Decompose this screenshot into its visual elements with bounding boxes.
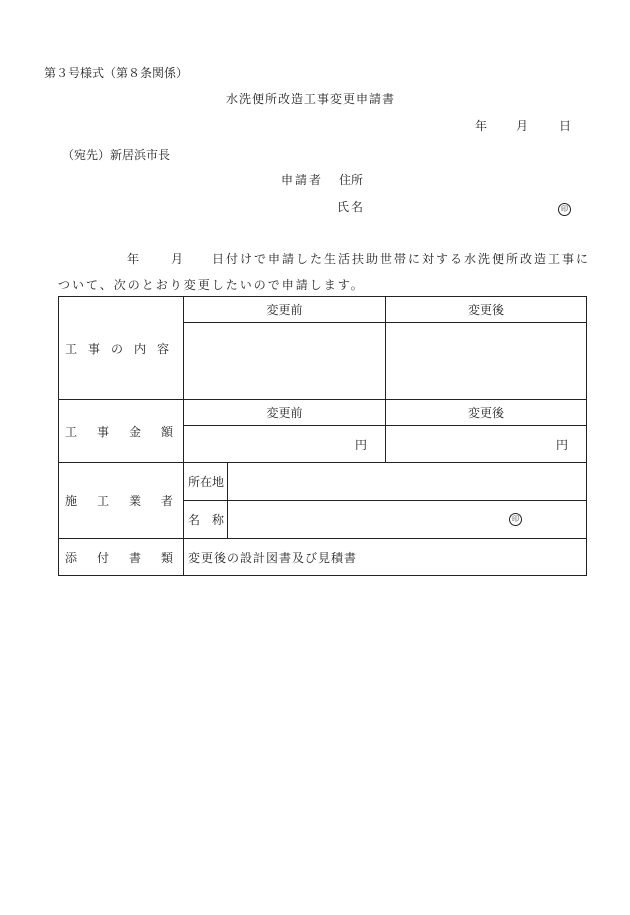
form-number: 第３号様式（第８条関係）	[44, 66, 189, 80]
addressee: （宛先）新居浜市長	[62, 148, 171, 162]
yen-unit: 円	[556, 437, 569, 452]
work-amount-after-field[interactable]	[386, 426, 587, 463]
work-content-after-header: 変更後	[386, 297, 587, 323]
yen-unit: 円	[355, 437, 368, 452]
contractor-name-label: 名 称	[184, 501, 228, 539]
body-text-line2: ついて、次のとおり変更したいので申請します。	[58, 278, 365, 292]
body-year-label: 年	[127, 252, 140, 266]
date-month-label: 月	[516, 119, 529, 133]
change-application-table	[58, 296, 587, 576]
table-row	[59, 539, 587, 576]
applicant-label: 申請者	[281, 173, 324, 187]
work-content-before-header: 変更前	[184, 297, 386, 323]
work-amount-label: 工 事 金 額	[59, 400, 184, 463]
table-row	[59, 400, 587, 426]
applicant-seal	[558, 200, 571, 216]
table-row	[59, 463, 587, 501]
attachments-value: 変更後の設計図書及び見積書	[184, 539, 587, 576]
table-row	[59, 297, 587, 323]
date-year-label: 年	[475, 119, 488, 133]
contractor-name-field[interactable]	[228, 501, 587, 539]
work-amount-before-field[interactable]	[184, 426, 386, 463]
applicant-name-label: 氏名	[337, 200, 366, 214]
applicant-address-label: 住所	[339, 173, 364, 187]
document-title: 水洗便所改造工事変更申請書	[226, 92, 396, 106]
seal-mark: 印	[558, 203, 571, 216]
contractor-label: 施 工 業 者	[59, 463, 184, 539]
contractor-location-label: 所在地	[184, 463, 228, 501]
work-amount-after-header: 変更後	[386, 400, 587, 426]
body-month-label: 月	[171, 252, 184, 266]
contractor-seal: 印	[509, 513, 522, 526]
attachments-label: 添 付 書 類	[59, 539, 184, 576]
body-text-line1: 日付けで申請した生活扶助世帯に対する水洗便所改造工事に	[212, 252, 591, 266]
work-content-before-field[interactable]	[184, 323, 386, 400]
work-content-label: 工 事 の 内 容	[59, 297, 184, 400]
date-day-label: 日	[559, 119, 572, 133]
work-content-after-field[interactable]	[386, 323, 587, 400]
work-amount-before-header: 変更前	[184, 400, 386, 426]
contractor-location-field[interactable]	[228, 463, 587, 501]
